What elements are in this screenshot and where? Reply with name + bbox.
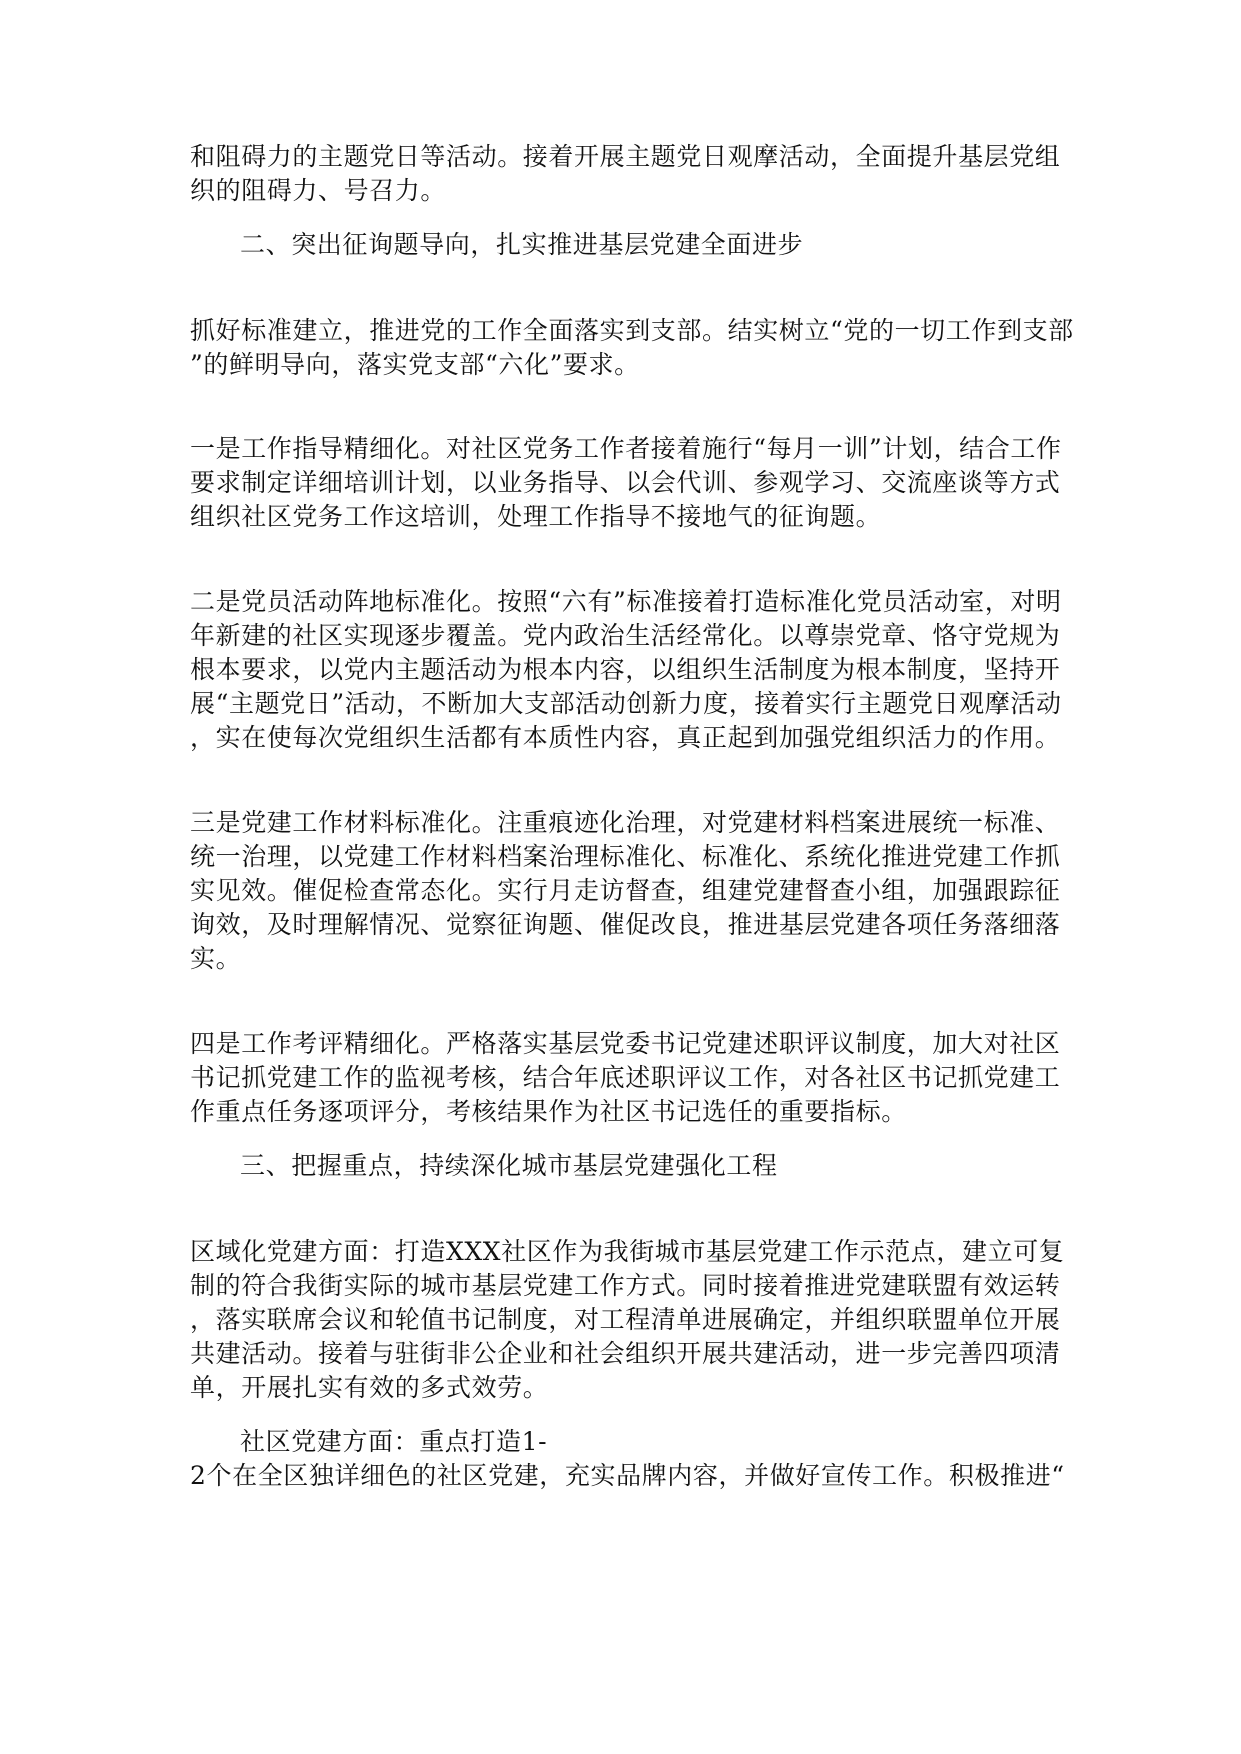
- paragraph-line: 作重点任务逐项评分，考核结果作为社区书记选任的重要指标。: [190, 1097, 907, 1126]
- paragraph-line: 要求制定详细培训计划，以业务指导、以会代训、参观学习、交流座谈等方式: [190, 468, 1061, 497]
- paragraph-line: 书记抓党建工作的监视考核，结合年底述职评议工作，对各社区书记抓党建工: [190, 1063, 1061, 1092]
- paragraph-line: 询效，及时理解情况、觉察征询题、催促改良，推进基层党建各项任务落细落: [190, 910, 1061, 939]
- paragraph-line: 2个在全区独详细色的社区党建，充实品牌内容，并做好宣传工作。积极推进“: [190, 1461, 1065, 1490]
- paragraph-line: 织的阻碍力、号召力。: [190, 176, 447, 205]
- paragraph-line: 展“主题党日”活动，不断加大支部活动创新力度，接着实行主题党日观摩活动: [190, 689, 1062, 718]
- section-heading: 三、把握重点，持续深化城市基层党建强化工程: [240, 1151, 778, 1180]
- paragraph-line: 共建活动。接着与驻街非公企业和社会组织开展共建活动，进一步完善四项清: [190, 1339, 1061, 1368]
- paragraph-line: ，实在使每次党组织生活都有本质性内容，真正起到加强党组织活力的作用。: [190, 723, 1061, 752]
- paragraph-line: 实。: [190, 944, 242, 973]
- paragraph-line: 实见效。催促检查常态化。实行月走访督查，组建党建督查小组，加强跟踪征: [190, 876, 1061, 905]
- paragraph-line: 和阻碍力的主题党日等活动。接着开展主题党日观摩活动，全面提升基层党组: [190, 142, 1061, 171]
- paragraph-line: 四是工作考评精细化。严格落实基层党委书记党建述职评议制度，加大对社区: [190, 1029, 1061, 1058]
- paragraph-line: 一是工作指导精细化。对社区党务工作者接着施行“每月一训”计划，结合工作: [190, 434, 1062, 463]
- paragraph-line: 根本要求，以党内主题活动为根本内容，以组织生活制度为根本制度，坚持开: [190, 655, 1061, 684]
- paragraph-line: 社区党建方面：重点打造1-: [240, 1427, 548, 1456]
- paragraph-line: 年新建的社区实现逐步覆盖。党内政治生活经常化。以尊崇党章、恪守党规为: [190, 621, 1061, 650]
- paragraph-line: 统一治理，以党建工作材料档案治理标准化、标准化、系统化推进党建工作抓: [190, 842, 1061, 871]
- paragraph-line: 二是党员活动阵地标准化。按照“六有”标准接着打造标准化党员活动室，对明: [190, 587, 1062, 616]
- paragraph-line: 区域化党建方面：打造XXX社区作为我街城市基层党建工作示范点，建立可复: [190, 1237, 1065, 1266]
- paragraph-line: 组织社区党务工作这培训，处理工作指导不接地气的征询题。: [190, 502, 882, 531]
- paragraph-line: 制的符合我街实际的城市基层党建工作方式。同时接着推进党建联盟有效运转: [190, 1271, 1061, 1300]
- paragraph-line: 三是党建工作材料标准化。注重痕迹化治理，对党建材料档案进展统一标准、: [190, 808, 1061, 837]
- section-heading: 二、突出征询题导向，扎实推进基层党建全面进步: [240, 230, 804, 259]
- paragraph-line: ，落实联席会议和轮值书记制度，对工程清单进展确定，并组织联盟单位开展: [190, 1305, 1061, 1334]
- paragraph-line: 抓好标准建立，推进党的工作全面落实到支部。结实树立“党的一切工作到支部: [190, 316, 1074, 345]
- paragraph-line: ”的鲜明导向，落实党支部“六化”要求。: [190, 350, 640, 379]
- paragraph-line: 单，开展扎实有效的多式效劳。: [190, 1373, 549, 1402]
